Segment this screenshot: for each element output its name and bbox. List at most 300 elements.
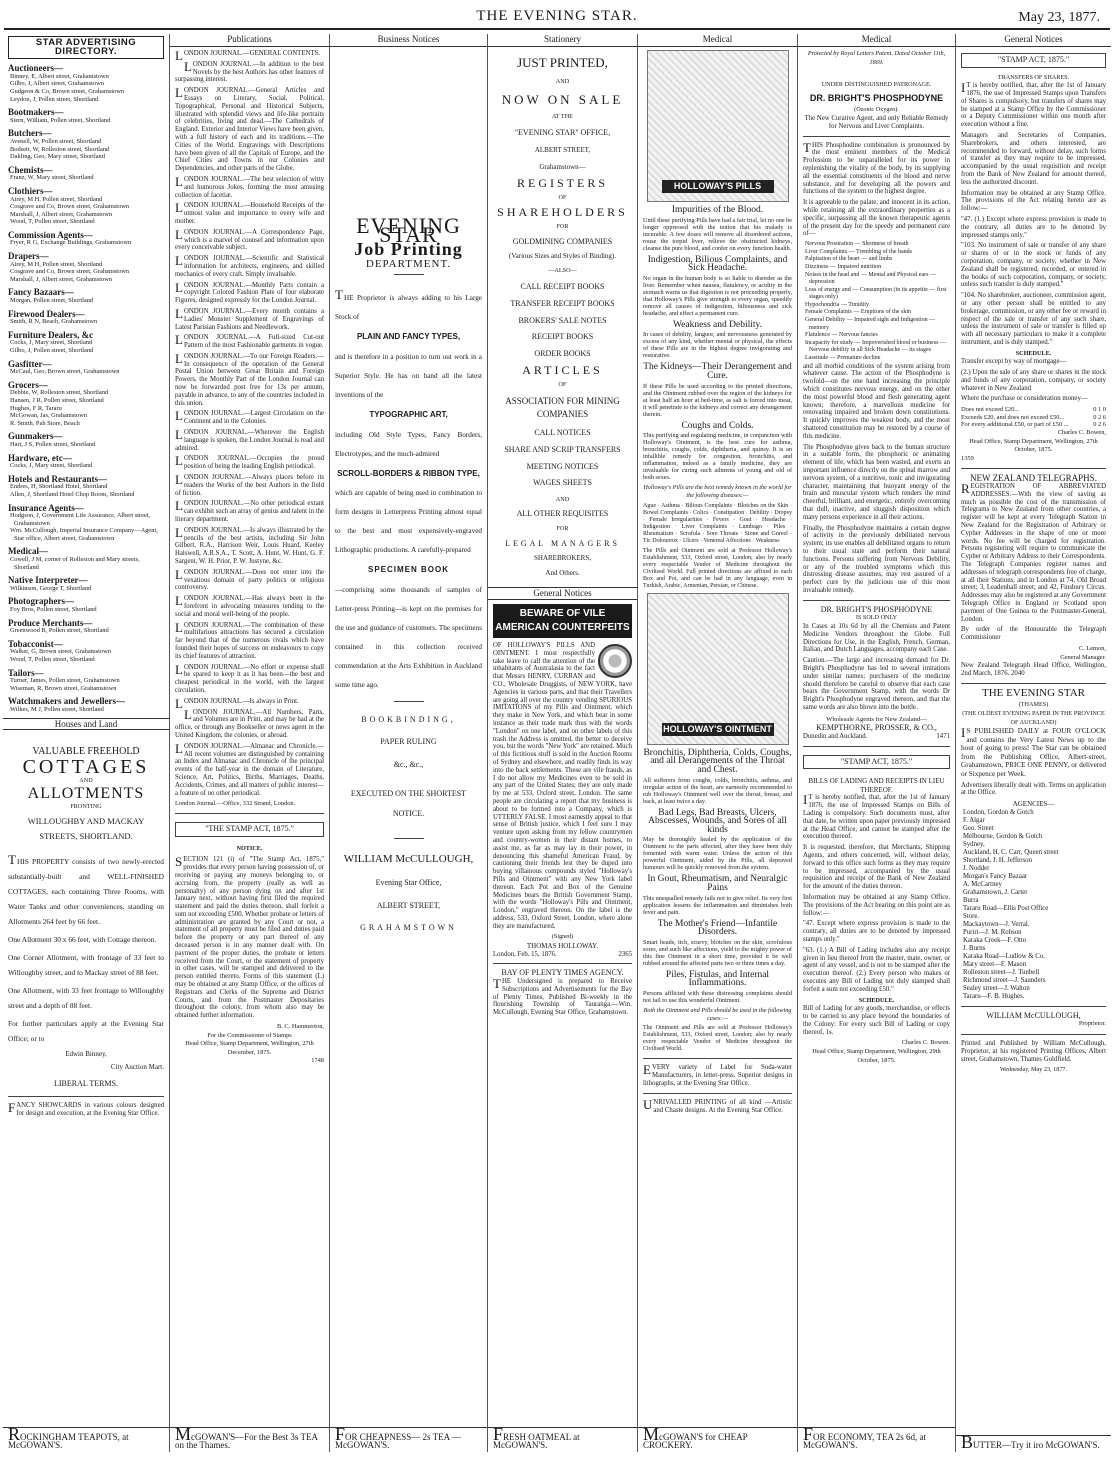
- london-journal-item: LONDON JOURNAL.—A Correspondence Page, which is a marvel of counsel and information upon every conceivable subject.: [175, 226, 324, 252]
- london-journal-item: LONDON JOURNAL.—No effort or expense shall be spared to keep it as it has been—the best and cheapest periodical in the world, with the largest circulation.: [175, 661, 324, 694]
- phosphodyne-subtitle: The New Curative Agent, and only Reliable Remedy for Nervous and Liver Complaints.: [804, 114, 949, 130]
- also-label: —ALSO—: [548, 266, 577, 274]
- ointment-label: HOLLOWAY'S OINTMENT: [663, 724, 772, 735]
- stamp-notice-number: 1748: [311, 1057, 324, 1065]
- piles-text: Persons afflicted with these distressing complaints should not fail to use this wonderful Ointment.: [643, 989, 792, 1004]
- bay-of-plenty-text: THE Undersigned is prepared to Receive Subscriptions and Advertisements for the Bay of Plenty Times, Published Bi-weekly in the flourishing Township of Tauranga.—Wm. McCullough, Evening Star Office, Grahamstown.: [493, 976, 632, 1017]
- valuable-heading: VALUABLE FREEHOLD: [32, 746, 140, 758]
- bowen-office: Head Office, Stamp Department, Wellington, 27th October, 1875.: [969, 437, 1098, 454]
- printed-published: Printed and Published by William McCullough, Proprietor, at his registered Printing Offices, Albert street, Grahamstown, Thames Goldfield.: [961, 1040, 1106, 1063]
- all-requisites: ALL OTHER REQUISITES: [516, 509, 609, 519]
- column-business: [329, 34, 487, 1452]
- directory-entry: Walker, G, Brown street, Grahamstown: [10, 648, 111, 656]
- divider: [8, 1096, 164, 1097]
- agencies-heading: AGENCIES—: [1012, 800, 1055, 809]
- directory-category: Drapers—: [8, 251, 49, 262]
- scroll-borders: SCROLL-BORDERS & RIBBON TYPE,: [337, 468, 480, 478]
- sold-text: The Ointment and Pills are sold at Professor Holloway's Establishment, 533, Oxford street, London; also by nearly every respectable Vendor of Medicine throughout the Civilised World.: [643, 1025, 792, 1053]
- directory-category: Bootmakers—: [8, 107, 64, 118]
- agent-item: Karaka Road—Ludlow & Co.: [963, 952, 1045, 960]
- book-item: BROKERS' SALE NOTES: [518, 315, 607, 325]
- schedule-text: Bill of Lading for any goods, merchandise, or effects to be carried to any place beyond the boundaries of the Colony: For every such Bill of Lading or copy thereof, 1s.: [803, 1005, 950, 1036]
- directory-entry: Cocks, J, Mary street, Shortland: [10, 462, 93, 470]
- beware-body: OF HOLLOWAY'S PILLS AND OINTMENT. I most respectfully take leave to call the attention of the inhabitants of Australasia to the fact that Messrs HENRY, CURRAN and CO., Wholesale Druggists, of NEW YORK, have Agencies in various parts, and that their Travellers are going all over the country vending SPURIOUS IMITATIONS of my Pills and Ointment, which they make in New York, and which bear in some instance as their trade mark thus with the words "London" on one label, and on other labels of this trash the Address is omitted, the better to deceive you, but the words "New York" are retained. Much of this fictitious stuff is sold in the Auction Rooms of Sydney and elsewhere, and readily finds its way into the back settlements. These are vile frauds, as I do not allow my Medicines even to be sold in any part of the United States; they are only made by me at 533, Oxford street, London. The same people are circulating a report that my business is about to be formed into a Company, which is UTTERLY FALSE. I most earnestly appeal to that sense of British justice, which I feel sure I may venture upon asking from my fellow countrymen and country-women in their distant homes, to assist me, as far as may lay in their power, in denouncing this shameful American Fraud, by cautioning their friends lest they be duped into buying villainous compounds styled "Holloway's Pills and Ointment" with any New York label thereon. Each Pot and Box of the Genuine Medicines bears the British Government Stamp, with the words "Holloway's Pills and Ointment, London," engraved thereon. On the label is the address, 533, Oxford Street, London, where alone they are manufactured.: [493, 642, 632, 930]
- divider: [394, 838, 424, 839]
- allotment-1: One Allotment 30 x 66 feet, with Cottage thereon.: [8, 935, 157, 945]
- masthead-rule: [4, 28, 1110, 30]
- phosphodyne-p6: In Cases at 10s 6d by all the Chemists and Patent Medicine Vendors throughout the Globe. Full Directions for Use, in the English, French, German, Italian, and Dutch Languages, accompany each Case.: [803, 622, 950, 654]
- stamp-act-heading: "STAMP ACT, 1875.": [961, 53, 1106, 68]
- directory-category: Grocers—: [8, 379, 48, 390]
- piles-heading: Piles, Fistulas, and Internal Inflammations.: [665, 969, 770, 989]
- mccullough-name: WILLIAM McCULLOUGH,: [343, 852, 474, 865]
- directory-entry: Marshall, J, Albert street, Grahamstown: [10, 210, 113, 218]
- column-general-notices: [955, 34, 1111, 1452]
- coughs-text: This purifying and regulating medicine, in conjunction with Holloway's Ointment, is the best cure for asthma, bronchitis, coughs, colds, diphtheria, and quinsy. It is an infallible remedy for congestion, bronchitis, and inflammation, indeed as a family medicine, they are invaluable for curing such ailments of young and old of both sexes.: [643, 432, 792, 482]
- directory-entry: Smith, R N, Beach, Grahamstown: [10, 318, 98, 326]
- agent-item: Tararu—F. B. Hughes.: [963, 992, 1025, 1000]
- oldest-paper: (THE OLDEST EVENING PAPER IN THE PROVINCE OF AUCKLAND): [962, 709, 1105, 726]
- beware-line-2: AMERICAN COUNTERFEITS: [495, 622, 630, 633]
- phosphodyne-p2: It is agreeable to the palate, and innocent in its action, while retaining all the extraordinary properties as a specific, surpassing all the known therapeutic agents of the present day for the speedy and permanent cure of—: [803, 199, 950, 238]
- grahamstown: Grahamstown—: [539, 162, 586, 171]
- signature-number: 2365: [618, 950, 632, 958]
- legal-managers: LEGAL MANAGERS: [505, 538, 620, 548]
- agent-item: Rolleston street—J. Tunbell: [963, 968, 1040, 976]
- property-description: THIS PROPERTY consists of two newly-erected substantially-built and WELL-FINISHED COTTAGES, each containing Three Rooms, with Water Tanks and other conveniences, standing on Allotments 264 feet by 66 feet.: [8, 852, 164, 927]
- directory-category: Hotels and Restaurants—: [8, 473, 108, 484]
- footer-crockery: McGOWAN'S for CHEAP CROCKERY.: [638, 1427, 797, 1452]
- london-journal-item: LONDON JOURNAL.—GENERAL CONTENTS.: [175, 48, 321, 63]
- footer-butter: BUTTER—Try it iro McGOWAN'S.: [956, 1435, 1111, 1452]
- agent-item: A. McCartney: [963, 880, 1002, 888]
- directory-category: Hardware, etc—: [8, 452, 72, 463]
- indigestion-heading: Indigestion, Bilious Complaints, and Sick Headache.: [647, 254, 788, 274]
- london-journal-item: LONDON JOURNAL.—Almanac and Chronicle.—All recent volumes are distinguished by containing an Index and Almanac and Chronicle of the principal events of the half-year in the domain of Literature, Science, Art, Politics, Births, Marriages, Deaths, Accidents, Crimes, and all matters of public interest—a feature of no other periodical.: [175, 740, 324, 797]
- directory-entry: Hart, J S, Pollen street, Shortland: [10, 440, 96, 448]
- kempthorne: KEMPTHORNE, PROSSER, & CO.,: [816, 723, 937, 733]
- bowen-number: 1359: [961, 454, 974, 462]
- agent-item: Karaka Creek—F. Otto: [963, 936, 1027, 944]
- fancy-showcards: FANCY SHOWCARDS in various colours designed for design and execution, at the Evening Star Office.: [8, 1100, 164, 1117]
- lemon-office-line: [961, 662, 1106, 678]
- gout-heading: In Gout, Rheumatism, and Neuralgic Pains: [647, 874, 788, 893]
- phosphodyne-p3: and all morbid conditions of the system arising from whatever cause. The action of the Phosphodyne is twofold—on the one hand increasing the principle which constitutes nervous energy, and on the other the most powerful blood and flesh generating agent known; therefore, a marvellous medicine for renovating impaired and broken down constitutions. It quickly improves the weakest body, and the most shattered constitution may be restored by a course of this medicine.: [803, 362, 950, 440]
- column-directory: [3, 34, 169, 1452]
- of-label: OF: [558, 380, 567, 388]
- directory-category: Medical—: [8, 546, 48, 557]
- of-label: OF: [558, 193, 567, 201]
- mothers-friend-text: Smart heads, itch, scurvy, blotches on the skin, scrofulous sores, and such like affections, yield to the mighty power of this fine Ointment in a short time, provided it be well rubbed around the affected parts two or three times a day.: [643, 938, 792, 967]
- divider: [961, 468, 1106, 469]
- unrivalled-ad: UNRIVALLED PRINTING of all kind —Artistic and Chaste designs. At the Evening Star Office.: [643, 1096, 792, 1114]
- directory-entry: Dakling, Geo, Mary street, Shortland: [10, 153, 105, 161]
- directory-category: Butchers—: [8, 128, 52, 139]
- london-journal-list: [175, 50, 324, 797]
- shortest-notice: EXECUTED ON THE SHORTEST NOTICE.: [350, 788, 467, 818]
- trademark-seal-icon: [598, 644, 632, 678]
- ailments-list: [803, 241, 950, 363]
- kempthorne-number: 1471: [936, 732, 950, 740]
- liberal-terms: LIBERAL TERMS.: [53, 1078, 118, 1088]
- directory-title: STAR ADVERTISING DIRECTORY.: [8, 36, 164, 59]
- for-label: FOR: [556, 525, 569, 533]
- duty-row: [961, 406, 1106, 414]
- directory-entry: Cowell, J M, corner of Rolleston and Mary streets, Shortland: [10, 556, 140, 571]
- stamp-act-heading: "THE STAMP ACT, 1875.": [175, 822, 324, 837]
- agent-item: Tararu Road—Ellis Post Office: [963, 904, 1049, 912]
- directory-category: Auctioneers—: [8, 63, 63, 74]
- directory-category: Photographers—: [8, 596, 74, 607]
- london-journal-item: LONDON JOURNAL.—A Full-sized Cut-out Pattern of the most Fashionable garments in vogue.: [175, 332, 324, 350]
- directory-entry: Wiseman, R, Brown street, Grahamstown: [10, 684, 117, 692]
- directory-category: Tobacconist—: [8, 638, 63, 649]
- directory-entry: Avenell, W, Pollen street, Shortland: [10, 137, 102, 145]
- notice-item: CALL NOTICES: [534, 428, 591, 438]
- patronage: UNDER DISTINGUISHED PATRONAGE.: [821, 81, 932, 89]
- transfers-p4: "47. (1.) Except where express provision is made to the contrary, all duties are to be denoted by impressed stamps only.": [961, 215, 1106, 239]
- stamp-act-heading: "STAMP ACT, 1875.": [803, 755, 950, 770]
- agent-item: J. Burns: [963, 944, 986, 952]
- divider: [961, 1034, 1106, 1035]
- directory-entry: Wood, T, Pollen street, Shortland: [10, 656, 95, 663]
- london-journal-item: LONDON JOURNAL.—The combination of these multifarious attractions has secured a circulation far beyond that of the numerous rivals which have founded their hopes of success on endeavours to copy its chief features of attraction.: [175, 619, 324, 660]
- evening-star-heading: THE EVENING STAR: [982, 686, 1085, 699]
- combination-text: which are capable of being used in combination to form designs in Letterpress Printing almost equal to the best and most expensively-engraved Lithographic productions. A carefully-prepared: [335, 489, 482, 555]
- including-text: including Old Style Types, Fancy Borders, Electrotypes, and the much-admired: [335, 430, 482, 458]
- footer-economy: FOR ECONOMY, TEA 2s 6d, at McGOWAN'S.: [798, 1427, 955, 1452]
- london-journal-item: LONDON JOURNAL.—Occupies the proud position of being the leading English periodical.: [175, 453, 324, 471]
- directory-category: Fancy Bazaars—: [8, 287, 74, 298]
- divider: [394, 701, 424, 702]
- directory-entry: Fryer, R G, Exchange Buildings, Grahamstown: [10, 239, 132, 247]
- bad-legs-heading: Bad Legs, Bad Breasts, Ulcers, Abscesses, Wounds, and Sores of all kinds: [648, 807, 787, 835]
- directory-entry: Greenwood B, Pollen street, Shortland: [10, 627, 109, 635]
- sharebrokers: SHAREBROKERS,: [534, 554, 591, 563]
- directory-category: Insurance Agents—: [8, 502, 84, 513]
- registers: REGISTERS: [516, 176, 608, 191]
- holloways-ointment-illustration: [647, 593, 789, 745]
- london-journal-item: LONDON JOURNAL.—Has always been in the forefront in advocating measures tending to the social and moral well-being of the people.: [175, 593, 324, 618]
- at-the: AT THE: [552, 112, 573, 120]
- where-purchase: Where the purchase or consideration money—: [961, 395, 1088, 403]
- directory-entry: Morgan, Pollen street, Shortland: [10, 297, 94, 305]
- phosphodyne-heading-2: DR. BRIGHT'S PHOSPHODYNE: [820, 604, 933, 614]
- transfers-p1: IT is hereby notified, that, after the 1st of January 1876, the use of Impressed Stamps upon Transfers of Shares is compulsory, but transfers of shares may be stamped at a Stamp Office by the Commissioner or a Deputy Commissioner within one month after execution without a fine.: [961, 80, 1106, 129]
- star-office: "EVENING STAR" OFFICE,: [514, 128, 611, 138]
- schedule-heading: SCHEDULE.: [1015, 349, 1052, 357]
- agent-item: Morgan's Fancy Bazaar: [963, 872, 1028, 880]
- directory-entry: Hansen, J R, Pollen street, Shortland: [10, 396, 104, 404]
- london-journal-item: LONDON JOURNAL.—Monthly Parts contain a copyright Colored Fashion Plate of four elaborate Figures, designed expressly for the London Journal.: [175, 279, 324, 305]
- footer-cheapness: FOR CHEAPNESS— 2s TEA — McGOWAN'S.: [330, 1427, 487, 1452]
- pills-label: HOLLOWAY'S PILLS: [662, 180, 774, 193]
- cottages-heading: COTTAGES: [22, 755, 150, 778]
- nz-telegraphs-heading: NEW ZEALAND TELEGRAPHS.: [970, 473, 1097, 484]
- beware-text: [493, 642, 632, 930]
- directory-entry: Turner, James, Pollen street, Grahamstown: [10, 677, 120, 685]
- newspaper-title: THE EVENING STAR.: [476, 8, 638, 24]
- directory-category: Gasfitter—: [8, 358, 52, 369]
- mothers-friend-heading: The Mother's Friend—Infantile Disorders.: [657, 918, 778, 938]
- bills-p3: Information may be obtained at any Stamp Office. The provisions of the Act bearing on this point are as follow:—: [803, 894, 950, 917]
- duty-value: 0 2 6: [1093, 413, 1106, 421]
- bills-of-lading-heading: BILLS OF LADING AND RECEIPTS IN LIEU THEREOF.: [808, 777, 945, 794]
- duty-label: Does not exceed £20...: [961, 406, 1020, 414]
- transfers-heading: TRANSFERS OF SHARES.: [997, 73, 1070, 81]
- ozonic-oxygen: (Ozonic Oxygen).: [854, 106, 899, 114]
- patent-note: Protected by Royal Letters Patent. Dated October 11th, 1869.: [807, 50, 946, 66]
- agent-item: Mary street—F. Mason: [963, 960, 1027, 968]
- proprietor-label: Proprietor.: [1078, 1020, 1106, 1028]
- divider: [961, 683, 1106, 684]
- divider: [803, 600, 950, 601]
- column-medical-1: [637, 34, 797, 1452]
- apply-text: For further particulars apply at the Evening Star Office; or to: [8, 1019, 164, 1044]
- business-heading: Business Notices: [330, 34, 487, 47]
- duty-label: For every additional £50, or part of £50 ...: [961, 421, 1069, 429]
- agent-item: Sydney,: [963, 840, 985, 848]
- london-journal-item: LONDON JOURNAL.—Scientific and Statistical information for architects, engineers, and skilled mechanics of every craft. Simply invaluable.: [175, 253, 324, 278]
- lj-office: London Journal.—Office, 332 Strand, London.: [175, 800, 296, 808]
- bills-p5: "63. (1.) A Bill of Lading includes also any receipt given in lieu thereof from the master, mate, owner, or agent of any vessel, and is not to be stamped after the execution thereof. (2.) Every person who makes or executes any Bill of Lading not duly stamped shall forfeit a sum not exceeding £50.": [803, 946, 950, 993]
- signer-name: B. C. Hammerton,: [276, 1023, 324, 1031]
- houses-land-heading: Houses and Land: [3, 718, 169, 731]
- agent-item: Puriri—J. M. Robson: [963, 928, 1022, 936]
- directory-entry: Wilkes, M J, Pollen street, Shortland: [10, 705, 104, 713]
- kempthorne-line: [803, 733, 950, 741]
- footer-tea: McGOWAN'S—For the Best 3s TEA on the Thames.: [170, 1427, 329, 1452]
- ailment-item: Nervous Prostration — Shortness of breath: [805, 241, 909, 248]
- agent-item: Geo. Street: [963, 824, 994, 832]
- directory-entry: Marshall, J, Albert street, Grahamstown: [10, 275, 113, 283]
- directory-entry: Wm. McCullough, Imperial Insurance Company—Agent, Star office, Albert street, Grahamstown: [10, 527, 158, 542]
- plain-fancy-types: PLAIN AND FANCY TYPES,: [356, 332, 461, 342]
- books-list: [493, 283, 632, 358]
- agent-item: Mackaytown—J. Verral.: [963, 920, 1030, 928]
- divider: [643, 1093, 792, 1094]
- specimen-book: SPECIMEN BOOK: [367, 565, 449, 575]
- ailment-item: Incapacity for study — Impoverished blood or business — Nervous debility in all Sick Headache — its stages: [805, 339, 946, 354]
- directory-category: Firewood Dealers—: [8, 308, 85, 319]
- sold-only: IS SOLD ONLY: [855, 614, 898, 622]
- lemon-title: General Manager.: [1060, 653, 1106, 661]
- agent-item: Richmond street—J. Saunders: [963, 976, 1046, 984]
- nz-telegraphs-text: REGISTRATION OF ABBREVIATED ADDRESSES.—With the view of saving as much as possible the cost of the transmission of Telegrams to New Zealand from other countries, a register will be kept at every Telegraph Station in New Zealand for the Registration of Arbitrary or Cypher Addresses in the shape of one or more words. No fee will be charged for registration. Persons registering will require to communicate the Cypher or Arbitrary Address to their Correspondents. The Telegraph Companies register names and addresses of telegraph correspondents free of charge, at all their Stations, and in London at 74, Old Broad street; 3, Leadenhall street; and 42, Finsbury Circus. Addresses may also be registered at any Government Telegraph Office in England or Scotland upon payment of One Guinea to the Postmaster-General, London.: [961, 481, 1106, 623]
- footer-teapots: ROCKINGHAM TEAPOTS, at McGOWAN'S.: [3, 1427, 169, 1452]
- agent-item: Shortland, J. H. Jefferson: [963, 856, 1032, 864]
- etc-label: &c., &c.,: [393, 759, 424, 769]
- diseases-heading: Holloway's Pills are the best remedy known in the world for the following diseases:—: [643, 484, 792, 499]
- articles: ARTICLES: [522, 363, 603, 378]
- impurities-text: Until these purifying Pills have had a fair trial, let no one be longer oppressed with the notion that his malady is incurable. A few doses will remove all disordered actions, rouse the torpid liver, relieve the obstructed kidneys, cleanse the pure blood, and confer on every function health.: [643, 216, 792, 252]
- duty-value: 0 1 0: [1093, 406, 1106, 414]
- notice-item: MEETING NOTICES: [526, 461, 599, 471]
- divider: [643, 1058, 792, 1059]
- directory-entry: McGowan, Jas, Grahamstown: [10, 412, 88, 420]
- gout-text: This unequalled remedy fails not to give relief. Its very first application lessens the inflammation and diminishes both fever and pain.: [643, 894, 792, 916]
- impurities-heading: Impurities of the Blood.: [671, 205, 764, 215]
- directory-entry: Cosgrave and Co, Brown street, Grahamstown: [10, 203, 130, 211]
- directory-category: Produce Merchants—: [8, 617, 93, 628]
- beware-banner: [493, 604, 632, 638]
- london-journal-item: LONDON JOURNAL.—Is always in Print.: [175, 695, 299, 711]
- medical-heading: Medical: [638, 34, 797, 47]
- directory-list: [8, 64, 164, 713]
- divider: [803, 136, 950, 137]
- london-journal-item: LONDON JOURNAL.—All Numbers, Parts, and Volumes are in Print, and may be had at the office, or through any Bookseller or news agent in the United Kingdom, the colonies, or abroad.: [175, 706, 324, 739]
- holloways-pills-illustration: [647, 50, 789, 202]
- caution-text: Caution.—The large and increasing demand for Dr. Bright's Phosphodyne has led to several imitations under similar names; purchasers of the medicine should therefore be careful to observe that each case bears the Government Stamp, with the words Dr Bright's Phosphodyne engraved thereon, and that the same words are also blown into the bottle.: [803, 657, 950, 711]
- labels-ad: EVERY variety of Label for Soda-water Manufacturers, in letter-press. Superior designs in lithographs, at the Evening Star Office.: [643, 1062, 792, 1088]
- coughs-heading: Coughs and Colds.: [681, 420, 754, 431]
- weakness-text: In cases of debility, languor, and nervousness generated by excess of any kind, whether mental or physical, the effects of these Pills are in the highest degree invigorating and restorative.: [643, 331, 792, 360]
- issue-date: May 23, 1877.: [1018, 10, 1100, 25]
- specimen-text: —comprising some thousands of samples of Letter-press Printing—is kept on the premises for the use and guidance of customers. The specimens contained in this collection received commendation at the Arts Exhibition in Auckland some time ago.: [335, 585, 482, 689]
- transfers-p7: (2.) Upon the sale of any share or shares in the stock and funds of any corporation, company, or society whatever in New Zealand: [961, 369, 1106, 392]
- directory-entry: Airey, M H, Pollen street, Shortland: [10, 195, 103, 203]
- weakness-heading: Weakness and Debility.: [672, 319, 763, 330]
- transfers-p3: Information may be obtained at any Stamp Office. The provisions of the Act relating hereto are as follow:—: [961, 189, 1106, 213]
- directory-category: Clothiers—: [8, 185, 53, 196]
- bronchitis-heading: Bronchitis, Diphtheria, Colds, Coughs, and all Derangements of the Throat and Chest.: [643, 747, 792, 775]
- indigestion-text: No organ in the human body is so liable to disorder as the liver. Remember when nausea, flatulency, or acidity in the stomach warns us that digestion is not proceeding properly, that Holloway's Pills give strength to every organ, speedily remove all causes of indigestion, biliousness and sick headache, and effect a permanent cure.: [643, 274, 792, 317]
- page-columns: [3, 34, 1111, 1452]
- directory-category: Furniture Dealers, &c: [8, 329, 94, 340]
- london-journal-item: LONDON JOURNAL.—The best selection of witty and humorous Jokes, forming the most amusing collection of facetiæ.: [175, 173, 324, 199]
- notices-list: [493, 429, 632, 487]
- london-journal-item: LONDON JOURNAL.—To our Foreign Readers.—In consequence of the operation of the General Postal Union between Great Britain and Foreign Powers, the Monthly Part of the London Journal can now be forwarded post free for 13s per annum, payable in advance, to any of the countries included in this union.: [175, 350, 324, 407]
- directory-entry: Hodgson, J, Government Life Assurance, Albert street, Grahamstown: [10, 512, 151, 527]
- paper-ruling: PAPER RULING: [380, 737, 437, 747]
- directory-entry: Gilbo, J, Albert street, Grahamstown: [10, 80, 104, 88]
- general-notices-heading: General Notices: [956, 34, 1111, 47]
- ailment-item: Noises in the head and — Mental and Physical ears — depression: [805, 271, 936, 286]
- notice-item: WAGES SHEETS: [533, 478, 592, 488]
- directory-category: Watchmakers and Jewellers—: [8, 696, 125, 707]
- wholesale-agents: Wholesale Agents for New Zealand—: [826, 715, 927, 723]
- streets-line-1: WILLOUGHBY AND MACKAY: [27, 816, 145, 827]
- directory-entry: Gilbo, J, Pollen street, Shortland: [10, 347, 94, 354]
- bronchitis-text: All sufferers from coughs, colds, bronchitis, asthma, and irregular action of the heart, are earnestly recommended to rub Holloway's Ointment well over the throat, breast, and back, at least twice a day.: [643, 776, 792, 805]
- directory-category: Gunmakers—: [8, 431, 63, 442]
- agent-place: City Auction Mart.: [110, 1062, 164, 1071]
- stationery-heading: Stationery: [488, 34, 637, 47]
- bowen-office: Head Office, Stamp Department, Wellington, 29th October, 1875.: [812, 1047, 941, 1064]
- transfer-mortgage: Transfer except by way of mortgage—: [961, 358, 1067, 366]
- london-journal-item: LONDON JOURNAL.—Household Receipts of the utmost value and importance to every wife and mother.: [175, 200, 324, 225]
- signature-line: [493, 951, 632, 959]
- general-notices-heading: General Notices: [488, 587, 637, 600]
- ailment-item: Palpitation of the heart — and limbs: [805, 256, 893, 263]
- agent-item: Burra: [963, 896, 979, 904]
- lemon-signature: C. Lemon,: [1078, 644, 1106, 652]
- bowen-signature: Charles C. Bowen.: [901, 1039, 950, 1047]
- directory-category: Tailors—: [8, 667, 44, 678]
- now-on-sale: NOW ON SALE: [501, 92, 624, 108]
- divider: [394, 274, 424, 275]
- notice-label: NOTICE.: [236, 844, 263, 852]
- london-journal-item: LONDON JOURNAL.—General Articles and Essays on Literary, Social, Political, Topographical, Personal and Historical Subjects, illustrated with splendid views and life-like portraits of celebrities, living and dead.—The Cathedrals of England. Exterior and Interior Views have been given, with a full history of each and its traditions.—The Cities of the World. Engravings with Descriptions have been given of all the Capitals of Europe, and the Chief Cities and Towns in our Colonies and Dependencies, and other parts of the Globe.: [175, 85, 324, 173]
- ailment-item: Hypochondria — Timidity: [805, 301, 870, 308]
- book-item: TRANSFER RECEIPT BOOKS: [510, 298, 615, 308]
- evening-star-heading: EVENING STAR: [356, 213, 461, 247]
- london-journal-item: LONDON JOURNAL.—Does not enter into the vexatious domain of party politics or religious controversy.: [175, 566, 324, 592]
- bowen-signature: Charles C. Bowen,: [1057, 429, 1106, 437]
- phosphodyne-p5: Finally, the Phosphodyne maintains a certain degree of activity in the previously debilitated nervous system; its use enables all debilitated organs to return to their usual state and perform their natural functions. Persons suffering from Nervous Debility, or any of the troubled symptoms which this distressing disease assumes, may rest assured of a perfect cure by the judicious use of this most invaluable remedy.: [803, 524, 950, 594]
- albert-street: ALBERT STREET,: [376, 900, 441, 910]
- duty-table: [961, 406, 1106, 429]
- agent-name: Edwin Binney,: [65, 1050, 107, 1059]
- ailment-item: Dizziness — Impaired nutrition: [805, 263, 882, 270]
- agent-item: Melbourne, Gordon & Gotch: [963, 832, 1043, 840]
- mccullough-name: WILLIAM McCULLOUGH,: [986, 1010, 1081, 1020]
- sizes-note: (Various Sizes and Styles of Binding).: [509, 252, 616, 261]
- london-journal-item: LONDON JOURNAL.—Every month contains a Ladies' Monster Supplement of Engravings of Latest Parisian Fashions and Needlework.: [175, 305, 324, 331]
- and-others: And Others.: [545, 568, 580, 577]
- medical-heading: Medical: [798, 34, 955, 47]
- signer-title: For the Commissioner of Stamps: [207, 1031, 292, 1039]
- directory-entry: Binney, E, Albert street, Grahamstown: [10, 72, 109, 80]
- directory-entry: Airey, M H, Pollen street, Shortland: [10, 260, 103, 268]
- directory-entry: Endres, H, Shortland Hotel, Shortland: [10, 483, 108, 491]
- directory-entry: Debbie, W, Rolleston street, Shortland: [10, 389, 109, 397]
- directory-entry: Wilkinson, George T, Shortland: [10, 584, 92, 592]
- divider: [803, 746, 950, 747]
- advertisers-text: Advertisers liberally dealt with. Terms on application at the Office.: [961, 781, 1106, 797]
- bay-of-plenty-heading: BAY OF PLENTY TIMES AGENCY.: [501, 968, 624, 978]
- agent-item: Store.: [963, 912, 980, 920]
- london-journal-item: LONDON JOURNAL.—In addition to the best Novels by the best Authors has other features of surpassing interest.: [175, 58, 324, 84]
- agent-item: Grahamstown, J. Carter: [963, 888, 1028, 896]
- london-journal-item: LONDON JOURNAL.—Wherever the English language is spoken, the London Journal is read and admired.: [175, 427, 324, 452]
- bad-legs-text: May be thoroughly healed by the application of the Ointment to the parts affected, after they have been duly fomented with warm water. Unless the action of this powerful Ointment, aided by the Pills, all depraved humours will be quickly removed from the system.: [643, 836, 792, 872]
- divider: [493, 963, 632, 964]
- and-label: AND: [79, 777, 93, 785]
- directory-entry: Cocks, J, Mary street, Shortland: [10, 339, 93, 347]
- albert-street: ALBERT STREET,: [534, 145, 591, 154]
- agent-item: London, Gordon & Gotch: [963, 808, 1034, 816]
- ailment-item: Lassitude — Premature decline: [805, 355, 881, 362]
- telegraph-commissioner: By order of the Honourable the Telegraph Commissioner: [961, 626, 1106, 642]
- column-stationery: [487, 34, 637, 1452]
- london-journal-item: LONDON JOURNAL.—No other periodical extant can exhibit such an array of genius and talent in the literary department.: [175, 498, 324, 524]
- divider: [961, 1006, 1106, 1007]
- both-used: Both the Ointment and Pills should be used in the following cases:—: [643, 1006, 792, 1022]
- duty-label: Exceeds £20, and does not exceed £50...: [961, 413, 1065, 421]
- bills-p4: "47. Except where express provision is made to the contrary, all duties are to be denoted by impressed stamps only.": [803, 920, 950, 943]
- column-medical-2: [797, 34, 955, 1452]
- shareholders: SHAREHOLDERS: [497, 205, 628, 220]
- phosphodyne-p1: THIS Phosphodine combination is pronounced by the most eminent members of the Medical Profession to be unparalleled for its power in replenishing the vitality of the body, by its supplying all the essential constituents of the blood and nerve substance, and for developing all the powers and functions of the system to the highest degree.: [803, 139, 950, 196]
- grahamstown: GRAHAMSTOWN: [360, 923, 457, 933]
- department-heading: DEPARTMENT.: [365, 257, 452, 270]
- kidneys-heading: The Kidneys—Their Derangement and Cure.: [643, 362, 792, 381]
- directory-entry: Allen, J, Shortland Hotel Chop Room, Shortland: [10, 490, 135, 498]
- masthead: [0, 0, 1114, 30]
- allotment-3: One Allotment, with 33 feet frontage to Willoughby street and a depth of 88 feet.: [8, 986, 164, 1011]
- publication-date: Wednesday, May 23, 1877.: [999, 1066, 1068, 1074]
- agent-item: Sealey street—J. Walton: [963, 984, 1030, 992]
- directory-category: Commission Agents—: [8, 229, 93, 240]
- directory-entry: Stern, William, Pollen street, Shortland: [10, 116, 111, 124]
- divider: [175, 813, 324, 814]
- association-heading: ASSOCIATION FOR MINING COMPANIES: [505, 396, 620, 420]
- ailment-item: Loss of energy and — Consumption (in its appetite — first stages only): [805, 286, 947, 301]
- directory-entry: Leydon, J, Pollen street, Shortland: [10, 95, 99, 103]
- kidneys-text: If these Pills be used according to the printed directions, and the Ointment rubbed over the region of the kidneys for at least half an hour at bed-time, as salt is forced into meat, it will penetrate to the kidneys and correct any derangement therein.: [643, 382, 792, 418]
- transfers-p5: "103. No instrument of sale or transfer of any share or shares of or in the stock or funds of any corporation, company, or society, whether in New Zealand shall be registered, recorded, or entered in the books of such corporation, company, or society, unless such transfer is duly stamped.": [961, 242, 1106, 289]
